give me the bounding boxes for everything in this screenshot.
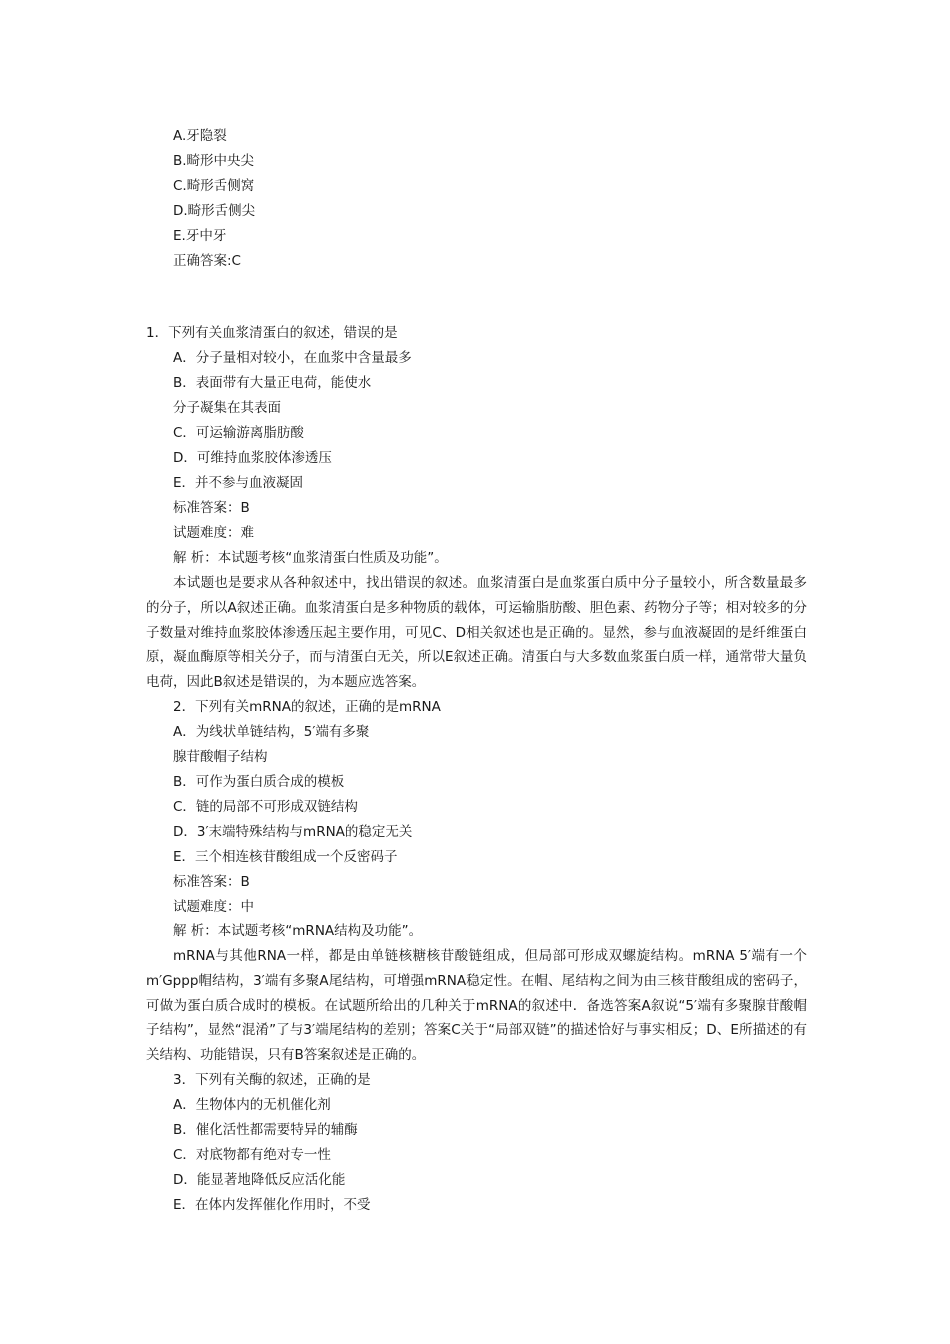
difficulty-line: 试题难度：难 xyxy=(173,525,254,541)
analysis-paragraph: mRNA与其他RNA一样，都是由单链核糖核苷酸链组成，但局部可形成双螺旋结构。mRNA 5′端有一个m′Gppp帽结构，3′端有多聚A尾结构，可增强mRNA稳定性。在帽、尾结构之间为由三核苷酸组成的密码子，可做为蛋白质合成时的模板。在试题所给出的几种关于mRNA的叙述中．备选答案A叙说“5′端有多聚腺苷酸帽子结构”，显然“混淆”了与3′端尾结构的差别；答案C关于“局部双链”的描述恰好与事实相反；D、E所描述的有关结构、功能错误，只有B答案叙述是正确的。 xyxy=(146,948,807,1064)
question-stem: 1．下列有关血浆清蛋白的叙述，错误的是 xyxy=(146,325,398,341)
option-d: D．可维持血浆胶体渗透压 xyxy=(173,450,332,466)
option-b: B．催化活性都需要特异的辅酶 xyxy=(173,1122,358,1138)
option-c: C．对底物都有绝对专一性 xyxy=(173,1147,331,1163)
option-b: B．表面带有大量正电荷，能使水 xyxy=(173,375,372,391)
option-b-continued: 分子凝集在其表面 xyxy=(173,400,281,416)
option-d: D．能显著地降低反应活化能 xyxy=(173,1172,346,1188)
analysis-heading: 解 析：本试题考核“mRNA结构及功能”。 xyxy=(173,923,423,939)
option-c: C．可运输游离脂肪酸 xyxy=(173,425,304,441)
option-a: A．生物体内的无机催化剂 xyxy=(173,1097,331,1113)
option-b: B．可作为蛋白质合成的模板 xyxy=(173,774,345,790)
analysis-paragraph: 本试题也是要求从各种叙述中，找出错误的叙述。血浆清蛋白是血浆蛋白质中分子量较小，所含数量最多的分子，所以A叙述正确。血浆清蛋白是多种物质的载体，可运输脂肪酸、胆色素、药物分子等；相对较多的分子数量对维持血浆胶体渗透压起主要作用，可见C、D相关叙述也是正确的。显然，参与血液凝固的是纤维蛋白原，凝血酶原等相关分子，而与清蛋白无关，所以E叙述正确。清蛋白与大多数血浆蛋白质一样，通常带大量负电荷，因此B叙述是错误的，为本题应选答案。 xyxy=(146,575,807,691)
answer-line: 标准答案：B xyxy=(173,500,250,516)
option-e: E．并不参与血液凝固 xyxy=(173,475,304,491)
option-e: E．三个相连核苷酸组成一个反密码子 xyxy=(173,849,398,865)
option-b: B.畸形中央尖 xyxy=(173,153,255,169)
difficulty-line: 试题难度：中 xyxy=(173,899,254,915)
question-stem: 2．下列有关mRNA的叙述，正确的是mRNA xyxy=(173,699,441,715)
option-a-continued: 腺苷酸帽子结构 xyxy=(173,749,268,765)
option-e: E．在体内发挥催化作用时，不受 xyxy=(173,1197,371,1213)
answer-line: 标准答案：B xyxy=(173,874,250,890)
answer-line: 正确答案:C xyxy=(173,253,241,269)
option-e: E.牙中牙 xyxy=(173,228,227,244)
option-a: A.牙隐裂 xyxy=(173,128,227,144)
option-c: C.畸形舌侧窝 xyxy=(173,178,255,194)
analysis-heading: 解 析：本试题考核“血浆清蛋白性质及功能”。 xyxy=(173,550,448,566)
option-a: A．为线状单链结构，5′端有多聚 xyxy=(173,724,370,740)
option-a: A．分子量相对较小，在血浆中含量最多 xyxy=(173,350,412,366)
question-stem: 3．下列有关酶的叙述，正确的是 xyxy=(173,1072,371,1088)
option-c: C．链的局部不可形成双链结构 xyxy=(173,799,358,815)
option-d: D.畸形舌侧尖 xyxy=(173,203,256,219)
option-d: D．3′末端特殊结构与mRNA的稳定无关 xyxy=(173,824,413,840)
